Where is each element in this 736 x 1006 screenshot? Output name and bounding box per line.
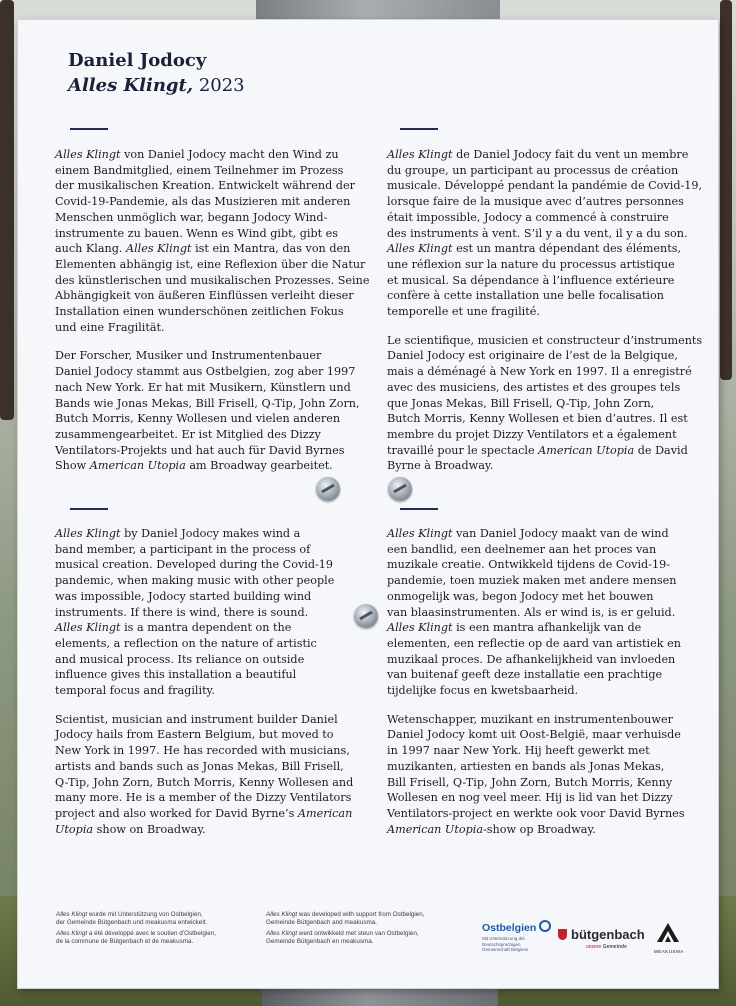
mounting-screw bbox=[388, 477, 412, 501]
italic-title: American Utopia bbox=[89, 459, 186, 473]
dutch-paragraph-1: Alles Klingt van Daniel Jodocy maakt van de wind een bandlid, een deelnemer aan het proces van muzikale creatie. Ontwikkeld tijdens de Covid-19- pandemie, toen muziek maken met andere mensen onmogelijk was, begon Jodocy met het bouwen van blaasinstrumenten. Als er wind is, is er geluid. Alles Klingt is een mantra afhankelijk van de elementen, een reflectie op de aard van artistiek en muzikaal proces. De afhankelijkheid van invloeden van buitenaf geeft deze installatie een prachtige tijdelijke focus en kwetsbaarheid. bbox=[387, 527, 681, 698]
mounting-pole-bottom bbox=[262, 986, 498, 1006]
butgenbach-logo bbox=[558, 926, 645, 950]
meakusma-wordmark: MEAKUSMA bbox=[654, 949, 684, 954]
italic-title: Alles Klingt bbox=[387, 527, 453, 540]
italic-title: Alles Klingt bbox=[387, 148, 453, 161]
ostbelgien-icon bbox=[539, 920, 551, 932]
german-paragraph-2: Der Forscher, Musiker und Instrumentenbauer Daniel Jodocy stammt aus Ostbelgien, zog aber 1997 nach New York. Er hat mit Musikern, Künstlern und Bands wie Jonas Mekas, Bill Frisell, Q-Tip, John Zorn, Butch Morris, Kenny Wollesen und vielen anderen zusammengearbeitet. Er ist Mitglied des Dizzy Ventilators-Projekts und hat auch für David Byrnes Show American Utopia am Broadway gearbeitet. bbox=[55, 349, 360, 473]
artist-name: Daniel Jodocy bbox=[68, 50, 207, 71]
italic-title: Alles Klingt bbox=[266, 911, 298, 918]
ostbelgien-name: Ostbelgien bbox=[482, 922, 537, 934]
german-text bbox=[55, 147, 375, 487]
butgenbach-subtitle bbox=[558, 944, 645, 950]
work-title-italic: Alles Klingt, bbox=[68, 75, 194, 96]
ostbelgien-logo bbox=[482, 918, 551, 953]
english-text bbox=[55, 526, 375, 850]
italic-title: American Utopia bbox=[387, 822, 484, 836]
credit-de: Alles Klingt wurde mit Unterstützung von Ostbelgien, der Gemeinde Bütgenbach und meakusma entwickelt. bbox=[56, 911, 208, 927]
english-paragraph-1: Alles Klingt by Daniel Jodocy makes wind a band member, a participant in the process of musical creation. Developed during the Covid-19 pandemic, when making music with other people was impossible, Jodocy started building wind instruments. If there is wind, there is sound. Alles Klingt is a mantra dependent on the elements, a reflection on the nature of artistic and musical process. Its reliance on outside influence gives this installation a beautiful temporal focus and fragility. bbox=[55, 527, 335, 698]
german-paragraph-1: Alles Klingt von Daniel Jodocy macht den Wind zu einem Bandmitglied, einem Teilnehmer im Prozess der musikalischen Kreation. Entwickelt während der Covid-19-Pandemie, als das Musizieren mit anderen Menschen unmöglich war, begann Jodocy Wind- instrumente zu bauen. Wenn es Wind gibt, gibt es auch Klang. Alles Klingt ist ein Mantra, das von den Elementen abhängig ist, eine Reflexion über die Natur des künstlerischen und musikalischen Prozesses. Seine Abhängigkeit von äußeren Einflüssen verleiht dieser Installation einen wunderschönen zeitlichen Fokus und eine Fragilität. bbox=[55, 148, 370, 334]
italic-title: Alles Klingt bbox=[387, 621, 453, 635]
work-title bbox=[68, 75, 245, 96]
italic-title: Alles Klingt bbox=[55, 621, 121, 635]
butgenbach-subtitle-main: Gemeinde bbox=[602, 944, 627, 950]
credit-en: Alles Klingt was developed with support from Ostbelgien, Gemeinde Bütgenbach and meakusma. bbox=[266, 911, 425, 927]
ostbelgien-subtitle: Mit Unterstützung der Deutschsprachigen Gemeinschaft Belgiens bbox=[482, 936, 529, 952]
dutch-paragraph-2: Wetenschapper, muzikant en instrumentenbouwer Daniel Jodocy komt uit Oost-België, maar verhuisde in 1997 naar New York. Hij heeft gewerkt met muzikanten, artiesten en bands als Jonas Mekas, Bill Frisell, Q-Tip, John Zorn, Butch Morris, Kenny Wollesen en nog veel meer. Hij is lid van het Dizzy Ventilators-project en werkte ook voor David Byrnes American Utopia-show op Broadway. bbox=[387, 712, 685, 836]
english-paragraph-2: Scientist, musician and instrument builder Daniel Jodocy hails from Eastern Belgium, but moved to New York in 1997. He has recorded with musicians, artists and bands such as Jonas Mekas, Bill Frisell, Q-Tip, John Zorn, Butch Morris, Kenny Wollesen and many more. He is a member of the Dizzy Ventilators project and also worked for David Byrne’s American Utopia show on Broadway. bbox=[55, 712, 354, 836]
italic-title: American Utopia bbox=[538, 443, 635, 457]
rule-nl bbox=[400, 508, 438, 510]
butgenbach-subtitle-prefix: unsere bbox=[586, 944, 602, 950]
mounting-screw bbox=[354, 604, 378, 628]
italic-title: American Utopia bbox=[55, 806, 353, 836]
rule-en bbox=[70, 508, 108, 510]
mounting-screw bbox=[316, 477, 340, 501]
italic-title: Alles Klingt bbox=[55, 527, 121, 540]
italic-title: Alles Klingt bbox=[55, 148, 121, 161]
french-paragraph-1: Alles Klingt de Daniel Jodocy fait du vent un membre du groupe, un participant au processus de création musicale. Développé pendant la pandémie de Covid-19, lorsque faire de la musique avec d’autres personnes était impossible, Jodocy a commencé à construire des instruments à vent. S’il y a du vent, il y a du son. Alles Klingt est un mantra dépendant des éléments, une réflexion sur la nature du processus artistique et musical. Sa dépendance à l’influence extérieure confère à cette installation une belle focalisation temporelle et une fragilité. bbox=[387, 148, 703, 319]
credit-fr: Alles Klingt a été développé avec le soutien d’Ostbelgien, de la commune de Bütgenbach et de meakusma. bbox=[56, 929, 216, 946]
dutch-text bbox=[387, 526, 707, 850]
meakusma-logo bbox=[654, 921, 682, 954]
french-text bbox=[387, 147, 707, 487]
work-year: 2023 bbox=[198, 75, 245, 96]
french-paragraph-2: Le scientifique, musicien et constructeur d’instruments Daniel Jodocy est originaire de l’est de la Belgique, mais a déménagé à New York en 1997. Il a enregistré avec des musiciens, des artistes et des groupes tels que Jonas Mekas, Bill Frisell, Q-Tip, John Zorn, Butch Morris, Kenny Wollesen et bien d’autres. Il est membre du projet Dizzy Ventilators et a également travaillé pour le spectacle American Utopia de David Byrne à Broadway. bbox=[387, 333, 703, 473]
italic-title: Alles Klingt bbox=[387, 242, 453, 256]
credit-nl: Alles Klingt werd ontwikkeld met steun van Ostbelgien, Gemeinde Bütgenbach en meakusma. bbox=[266, 929, 419, 946]
tree-trunk-left bbox=[0, 0, 14, 420]
credits-right bbox=[266, 911, 476, 949]
italic-title: Alles Klingt bbox=[56, 929, 88, 937]
rule-fr bbox=[400, 128, 438, 130]
italic-title: Alles Klingt bbox=[266, 929, 298, 937]
italic-title: Alles Klingt bbox=[126, 242, 192, 256]
butgenbach-name: bütgenbach bbox=[571, 927, 645, 942]
butgenbach-crest-icon bbox=[558, 929, 567, 940]
tree-branch-right bbox=[720, 0, 732, 380]
info-sign bbox=[18, 20, 718, 988]
meakusma-emblem-icon bbox=[656, 921, 680, 943]
credits-left bbox=[56, 911, 266, 949]
italic-title: Alles Klingt bbox=[56, 911, 88, 918]
rule-de bbox=[70, 128, 108, 130]
